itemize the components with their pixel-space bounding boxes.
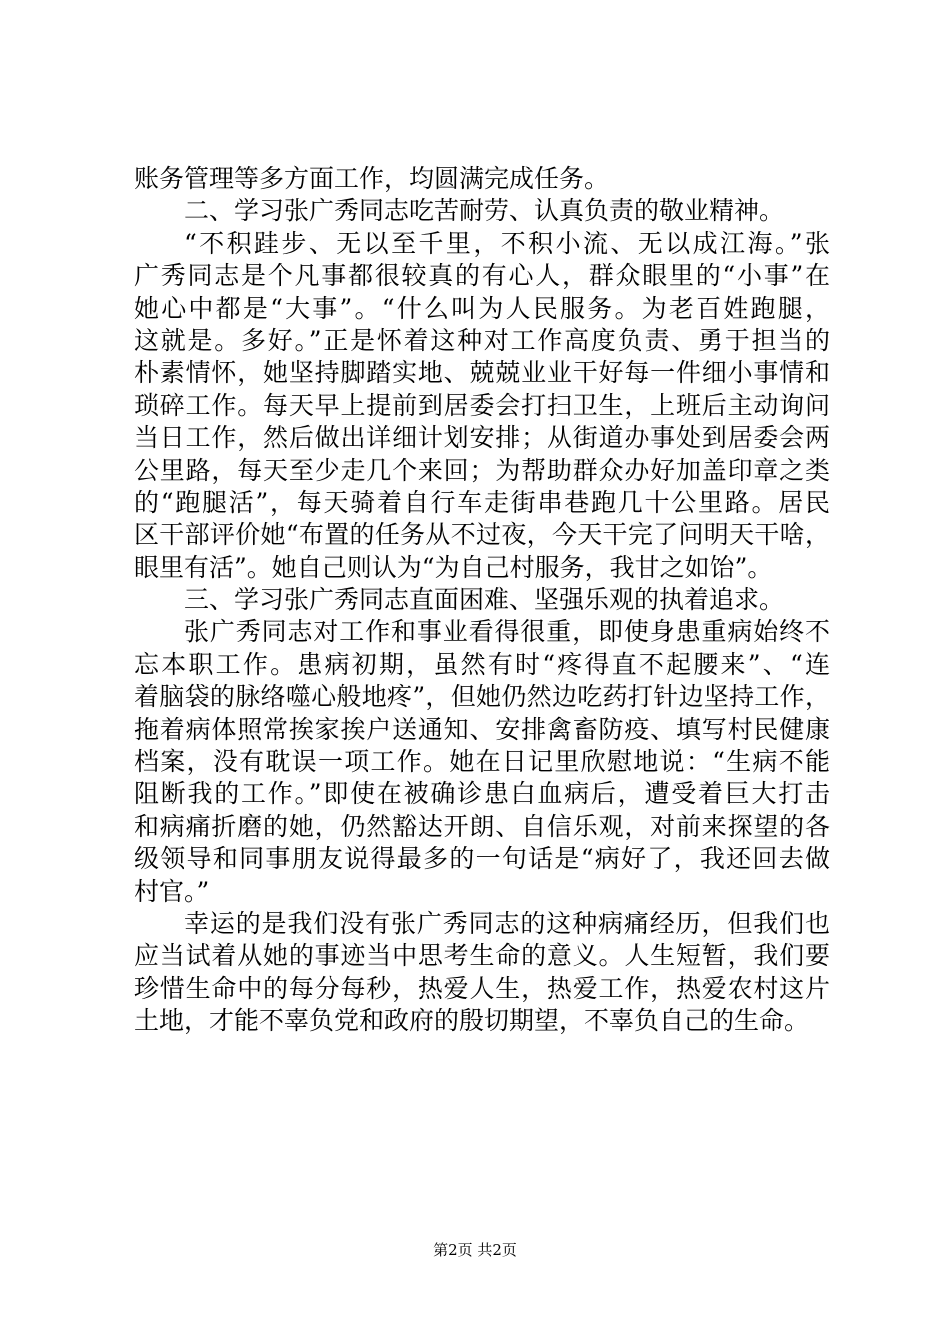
paragraph-line: 的“跑腿活”，每天骑着自行车走街串巷跑几十公里路。居民 (134, 487, 830, 517)
paragraph-line: 应当试着从她的事迹当中思考生命的意义。人生短暂，我们要 (134, 941, 830, 971)
paragraph-line: 土地，才能不辜负党和政府的殷切期望，不辜负自己的生命。 (134, 1006, 810, 1036)
paragraph-line: 区干部评价她“布置的任务从不过夜，今天干完了问明天干啥， (134, 520, 830, 550)
body-text (134, 163, 830, 1038)
page-number: 第2页 共2页 (433, 1241, 517, 1259)
paragraph-line: 这就是。多好。”正是怀着这种对工作高度负责、勇于担当的 (134, 325, 830, 355)
section-heading-3: 三、学习张广秀同志直面困难、坚强乐观的执着追求。 (184, 585, 785, 615)
paragraph-line: 当日工作，然后做出详细计划安排；从街道办事处到居委会两 (134, 423, 830, 453)
paragraph-line: 村官。” (134, 876, 210, 906)
paragraph-line: 忘本职工作。患病初期，虽然有时“疼得直不起腰来”、“连 (134, 649, 830, 679)
paragraph-line: 琐碎工作。每天早上提前到居委会打扫卫生，上班后主动询问 (134, 390, 830, 420)
paragraph-line: 珍惜生命中的每分每秒，热爱人生，热爱工作，热爱农村这片 (134, 973, 830, 1003)
paragraph-line: 拖着病体照常挨家挨户送通知、安排禽畜防疫、填写村民健康 (134, 714, 830, 744)
paragraph-line: 眼里有活”。她自己则认为“为自己村服务，我甘之如饴”。 (134, 552, 773, 582)
paragraph-line: 阻断我的工作。”即使在被确诊患白血病后，遭受着巨大打击 (134, 779, 830, 809)
page-footer (0, 1240, 950, 1260)
paragraph-line: 档案，没有耽误一项工作。她在日记里欣慰地说：“生病不能 (134, 747, 830, 777)
text-line: 账务管理等多方面工作，均圆满完成任务。 (134, 164, 610, 193)
paragraph-line: 公里路，每天至少走几个来回；为帮助群众办好加盖印章之类 (134, 455, 830, 485)
paragraph-line: 级领导和同事朋友说得最多的一句话是“病好了，我还回去做 (134, 844, 830, 874)
paragraph-line: 着脑袋的脉络噬心般地疼”，但她仍然边吃药打针边坚持工作， (134, 682, 830, 712)
paragraph-line: 幸运的是我们没有张广秀同志的这种病痛经历，但我们也 (184, 908, 830, 938)
section-heading-2: 二、学习张广秀同志吃苦耐劳、认真负责的敬业精神。 (184, 196, 785, 226)
paragraph-line: 她心中都是“大事”。“什么叫为人民服务。为老百姓跑腿， (134, 293, 830, 323)
paragraph-line: 和病痛折磨的她，仍然豁达开朗、自信乐观，对前来探望的各 (134, 811, 830, 841)
paragraph-line: 张广秀同志对工作和事业看得很重，即使身患重病始终不 (184, 617, 830, 647)
paragraph-line: 朴素情怀，她坚持脚踏实地、兢兢业业干好每一件细小事情和 (134, 358, 830, 388)
paragraph-line: “不积跬步、无以至千里，不积小流、无以成江海。”张 (184, 228, 830, 258)
paragraph-line: 广秀同志是个凡事都很较真的有心人，群众眼里的“小事”在 (134, 261, 830, 291)
